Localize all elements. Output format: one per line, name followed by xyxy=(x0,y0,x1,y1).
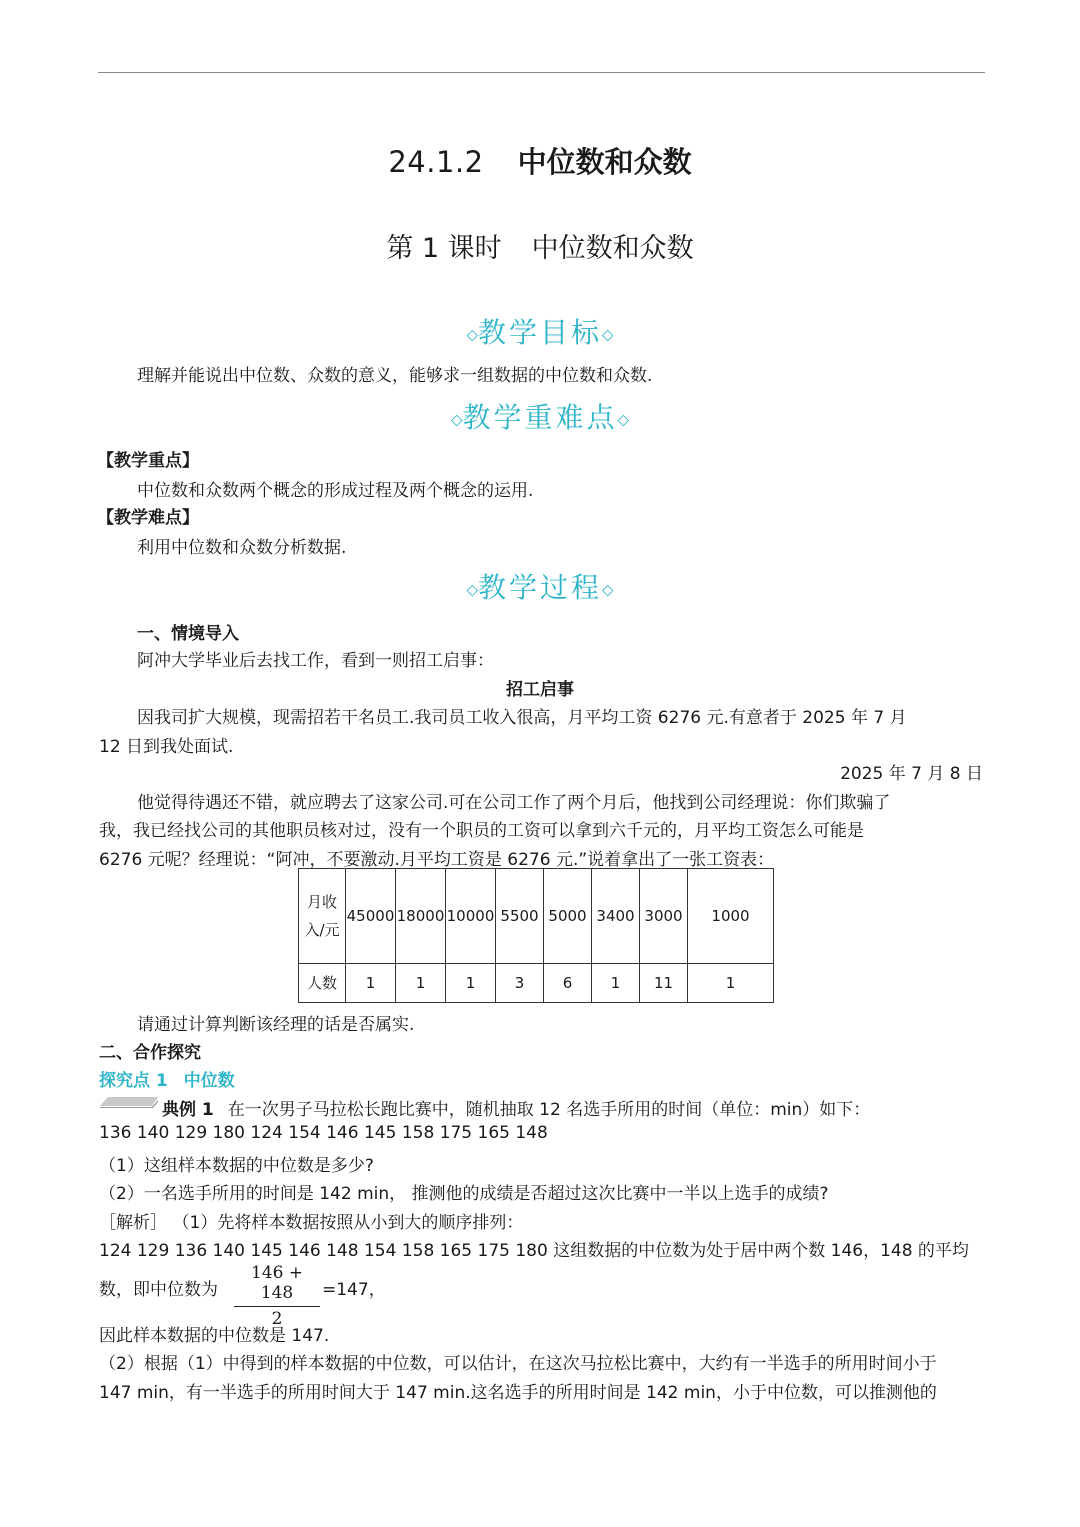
table-row xyxy=(299,869,774,964)
difficulty-label: 【教学难点】 xyxy=(97,508,199,528)
lesson-title xyxy=(0,226,1080,265)
median-prefix: 数，即中位数为 xyxy=(99,1280,218,1300)
focus-label: 【教学重点】 xyxy=(97,451,199,471)
analysis-line xyxy=(99,1208,523,1233)
table-header-cell: 月收入/元 xyxy=(299,869,346,964)
notice-line: 因我司扩大规模，现需招若干名员工.我司员工收入很高，月平均工资 6276 元.有意者于 2025 年 7 月 xyxy=(137,708,907,728)
explore-point-title: 中位数 xyxy=(183,1071,235,1091)
example-label: 典例 1 xyxy=(162,1100,214,1120)
diamond-icon: ◇ xyxy=(450,410,463,429)
table-cell: 5500 xyxy=(496,869,544,964)
table-cell: 6 xyxy=(544,964,592,1003)
table-cell: 1 xyxy=(446,964,496,1003)
section-label: 教学过程 xyxy=(477,571,602,604)
salary-table xyxy=(298,868,774,1003)
conclusion-line: 因此样本数据的中位数是 147. xyxy=(99,1326,330,1346)
data-line: 136 140 129 180 124 154 146 145 158 175 165 148 xyxy=(99,1123,548,1143)
example-text: 在一次男子马拉松长跑比赛中，随机抽取 12 名选手所用的时间（单位：min）如下： xyxy=(227,1100,871,1120)
diamond-icon: ◇ xyxy=(602,580,614,599)
table-cell: 1 xyxy=(346,964,396,1003)
section-heading-keypoints xyxy=(0,396,1080,436)
median-fraction xyxy=(234,1263,320,1329)
sorted-line: 124 129 136 140 145 146 148 154 158 165 175 180 这组数据的中位数为处于居中两个数 146，148 的平均 xyxy=(99,1241,969,1261)
analysis-text: （1）先将样本数据按照从小到大的顺序排列： xyxy=(181,1213,524,1233)
lesson-number: 第 1 课时 xyxy=(386,233,502,264)
explore-point-label: 探究点 1 xyxy=(99,1071,168,1091)
objectives-text: 理解并能说出中位数、众数的意义，能够求一组数据的中位数和众数. xyxy=(137,366,653,386)
part2-line: （2）根据（1）中得到的样本数据的中位数，可以估计，在这次马拉松比赛中，大约有一半选手的所用时间小于 xyxy=(99,1354,937,1374)
section-title: 中位数和众数 xyxy=(517,145,692,179)
table-row xyxy=(299,964,774,1003)
notice-date: 2025 年 7 月 8 日 xyxy=(840,764,983,784)
table-cell: 3 xyxy=(496,964,544,1003)
question-2: （2）一名选手所用的时间是 142 min， 推测他的成绩是否超过这次比赛中一半以上选手的成绩? xyxy=(99,1184,829,1204)
table-cell: 18000 xyxy=(396,869,446,964)
table-cell: 1 xyxy=(396,964,446,1003)
explore-heading: 二、合作探究 xyxy=(99,1043,201,1063)
question-1: （1）这组样本数据的中位数是多少? xyxy=(99,1156,374,1176)
table-cell: 1 xyxy=(688,964,774,1003)
intro-line: 阿冲大学毕业后去找工作，看到一则招工启事： xyxy=(137,651,494,671)
table-cell: 3000 xyxy=(640,869,688,964)
difficulty-text: 利用中位数和众数分析数据. xyxy=(137,538,347,558)
section-number: 24.1.2 xyxy=(388,145,484,179)
example-line xyxy=(162,1095,870,1120)
header-rule xyxy=(98,72,985,73)
question-text: 请通过计算判断该经理的话是否属实. xyxy=(137,1015,415,1035)
table-cell: 5000 xyxy=(544,869,592,964)
example-badge-icon xyxy=(100,1096,158,1108)
fraction-numerator: 146 + 148 xyxy=(250,1263,304,1303)
diamond-icon: ◇ xyxy=(602,325,614,344)
analysis-label: ［解析］ xyxy=(99,1213,167,1233)
part2-line: 147 min，有一半选手的所用时间大于 147 min.这名选手的所用时间是 142 min，小于中位数，可以推测他的 xyxy=(99,1383,937,1403)
table-cell: 1 xyxy=(592,964,640,1003)
fraction-denominator: 2 xyxy=(271,1309,283,1329)
story-line: 他觉得待遇还不错，就应聘去了这家公司.可在公司工作了两个月后，他找到公司经理说：你们欺骗了 xyxy=(137,793,891,813)
median-result: =147， xyxy=(322,1280,386,1300)
section-label: 教学重难点 xyxy=(462,401,618,434)
table-cell: 3400 xyxy=(592,869,640,964)
story-line: 6276 元呢？经理说：“阿冲，不要激动.月平均工资是 6276 元.”说着拿出了一张工资表： xyxy=(99,850,775,870)
table-cell: 45000 xyxy=(346,869,396,964)
section-heading-objectives xyxy=(0,311,1080,351)
notice-title: 招工启事 xyxy=(506,680,574,700)
section-label: 教学目标 xyxy=(477,316,602,349)
notice-line: 12 日到我处面试. xyxy=(99,737,234,757)
section-heading-process xyxy=(0,566,1080,606)
page-title xyxy=(0,140,1080,181)
diamond-icon: ◇ xyxy=(466,580,478,599)
explore-point xyxy=(99,1066,235,1091)
diamond-icon: ◇ xyxy=(617,410,630,429)
fraction-bar xyxy=(234,1306,320,1307)
table-cell: 11 xyxy=(640,964,688,1003)
diamond-icon: ◇ xyxy=(466,325,478,344)
table-cell: 10000 xyxy=(446,869,496,964)
table-header-cell: 人数 xyxy=(299,964,346,1003)
focus-text: 中位数和众数两个概念的形成过程及两个概念的运用. xyxy=(137,481,534,501)
table-cell: 1000 xyxy=(688,869,774,964)
lesson-name: 中位数和众数 xyxy=(531,233,694,264)
intro-heading: 一、情境导入 xyxy=(137,624,239,644)
story-line: 我，我已经找公司的其他职员核对过，没有一个职员的工资可以拿到六千元的，月平均工资怎么可能是 xyxy=(99,821,864,841)
